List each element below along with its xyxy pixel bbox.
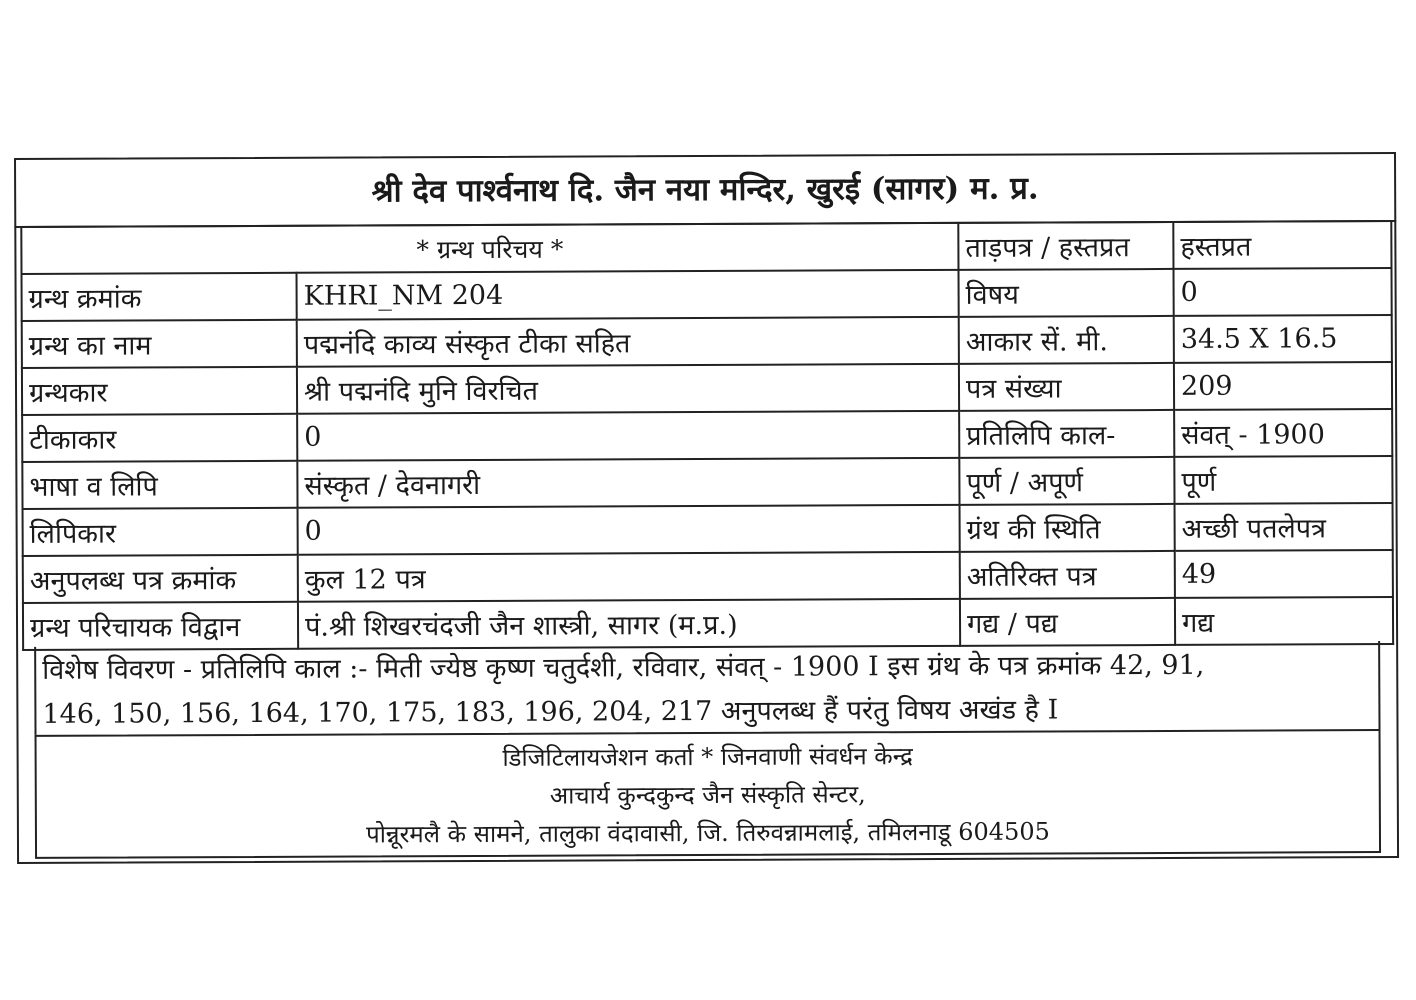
row-value: 0: [297, 411, 959, 461]
row-value: संवत् - 1900: [1174, 409, 1392, 457]
row-value: KHRI_NM 204: [297, 270, 959, 320]
intro-header: * ग्रन्थ परिचय *: [21, 223, 958, 274]
row-value: अच्छी पतलेपत्र: [1175, 503, 1393, 551]
special-details-line: 146, 150, 156, 164, 170, 175, 183, 196, 204, 217 अनुपलब्ध हैं परंतु विषय अखंड है I: [42, 694, 1059, 730]
row-label: ग्रन्थ परिचायक विद्वान: [23, 602, 298, 650]
row-label: अतिरिक्त पत्र: [960, 551, 1175, 599]
row-label: आकार सें. मी.: [959, 316, 1174, 364]
row-value: पद्मनंदि काव्य संस्कृत टीका सहित: [297, 317, 959, 367]
table-row: [22, 315, 1392, 368]
table-header-row: [21, 221, 1391, 274]
row-label: विषय: [958, 269, 1173, 317]
row-label: प्रतिलिपि काल-: [959, 410, 1174, 458]
row-label: पत्र संख्या: [959, 363, 1174, 411]
row-label: ग्रन्थ का नाम: [22, 320, 297, 368]
footer-line: डिजिटिलायजेशन कर्ता * जिनवाणी संवर्धन केन्द्र: [502, 742, 913, 772]
row-label: ग्रन्थ क्रमांक: [22, 273, 297, 321]
row-value: 0: [298, 505, 960, 555]
row-value: पं.श्री शिखरचंदजी जैन शास्त्री, सागर (म.प्र.): [298, 599, 960, 649]
row-label: गद्य / पद्य: [960, 598, 1175, 646]
row-value: 49: [1175, 550, 1393, 598]
special-details-line: विशेष विवरण - प्रतिलिपि काल :- मिती ज्येष्ठ कृष्ण चतुर्दशी, रविवार, संवत् - 1900 I इस ग्रंथ के पत्र क्रमांक 42, 91,: [42, 649, 1205, 686]
manuscript-info-table: [20, 220, 1394, 651]
footer-line: आचार्य कुन्दकुन्द जैन संस्कृति सेन्टर,: [549, 780, 866, 810]
footer-line: पोन्नूरमलै के सामने, तालुका वंदावासी, जि. तिरुवन्नामलाई, तमिलनाडू 604505: [365, 817, 1050, 849]
row-label: भाषा व लिपि: [22, 461, 297, 509]
row-value: 34.5 X 16.5: [1174, 315, 1392, 363]
row-label: लिपिकार: [23, 508, 298, 556]
row-value: गद्य: [1175, 597, 1393, 645]
table-row: [22, 456, 1392, 509]
catalog-card: [14, 152, 1399, 864]
digitization-footer: [35, 729, 1382, 859]
temple-title: श्री देव पार्श्वनाथ दि. जैन नया मन्दिर, खुरई (सागर) म. प्र.: [14, 152, 1396, 228]
table-row: [22, 268, 1392, 321]
row-label: पूर्ण / अपूर्ण: [959, 457, 1174, 505]
row-label: टीकाकार: [22, 414, 297, 462]
row-value: श्री पद्मनंदि मुनि विरचित: [297, 364, 959, 414]
special-details: [34, 641, 1380, 735]
table-row: [22, 362, 1392, 415]
row-label: ग्रन्थकार: [22, 367, 297, 415]
row-value: 209: [1174, 362, 1392, 410]
row-value: पूर्ण: [1174, 456, 1392, 504]
row-value: संस्कृत / देवनागरी: [297, 458, 959, 508]
row-value: 0: [1173, 268, 1391, 316]
table-row: [23, 503, 1393, 556]
row-value: कुल 12 पत्र: [298, 552, 960, 602]
row-label: ग्रंथ की स्थिति: [960, 504, 1175, 552]
manuscript-type-label: ताड़पत्र / हस्तप्रत: [958, 222, 1173, 270]
manuscript-type-value: हस्तप्रत: [1173, 221, 1391, 269]
table-row: [22, 409, 1392, 462]
table-row: [23, 550, 1393, 603]
row-label: अनुपलब्ध पत्र क्रमांक: [23, 555, 298, 603]
